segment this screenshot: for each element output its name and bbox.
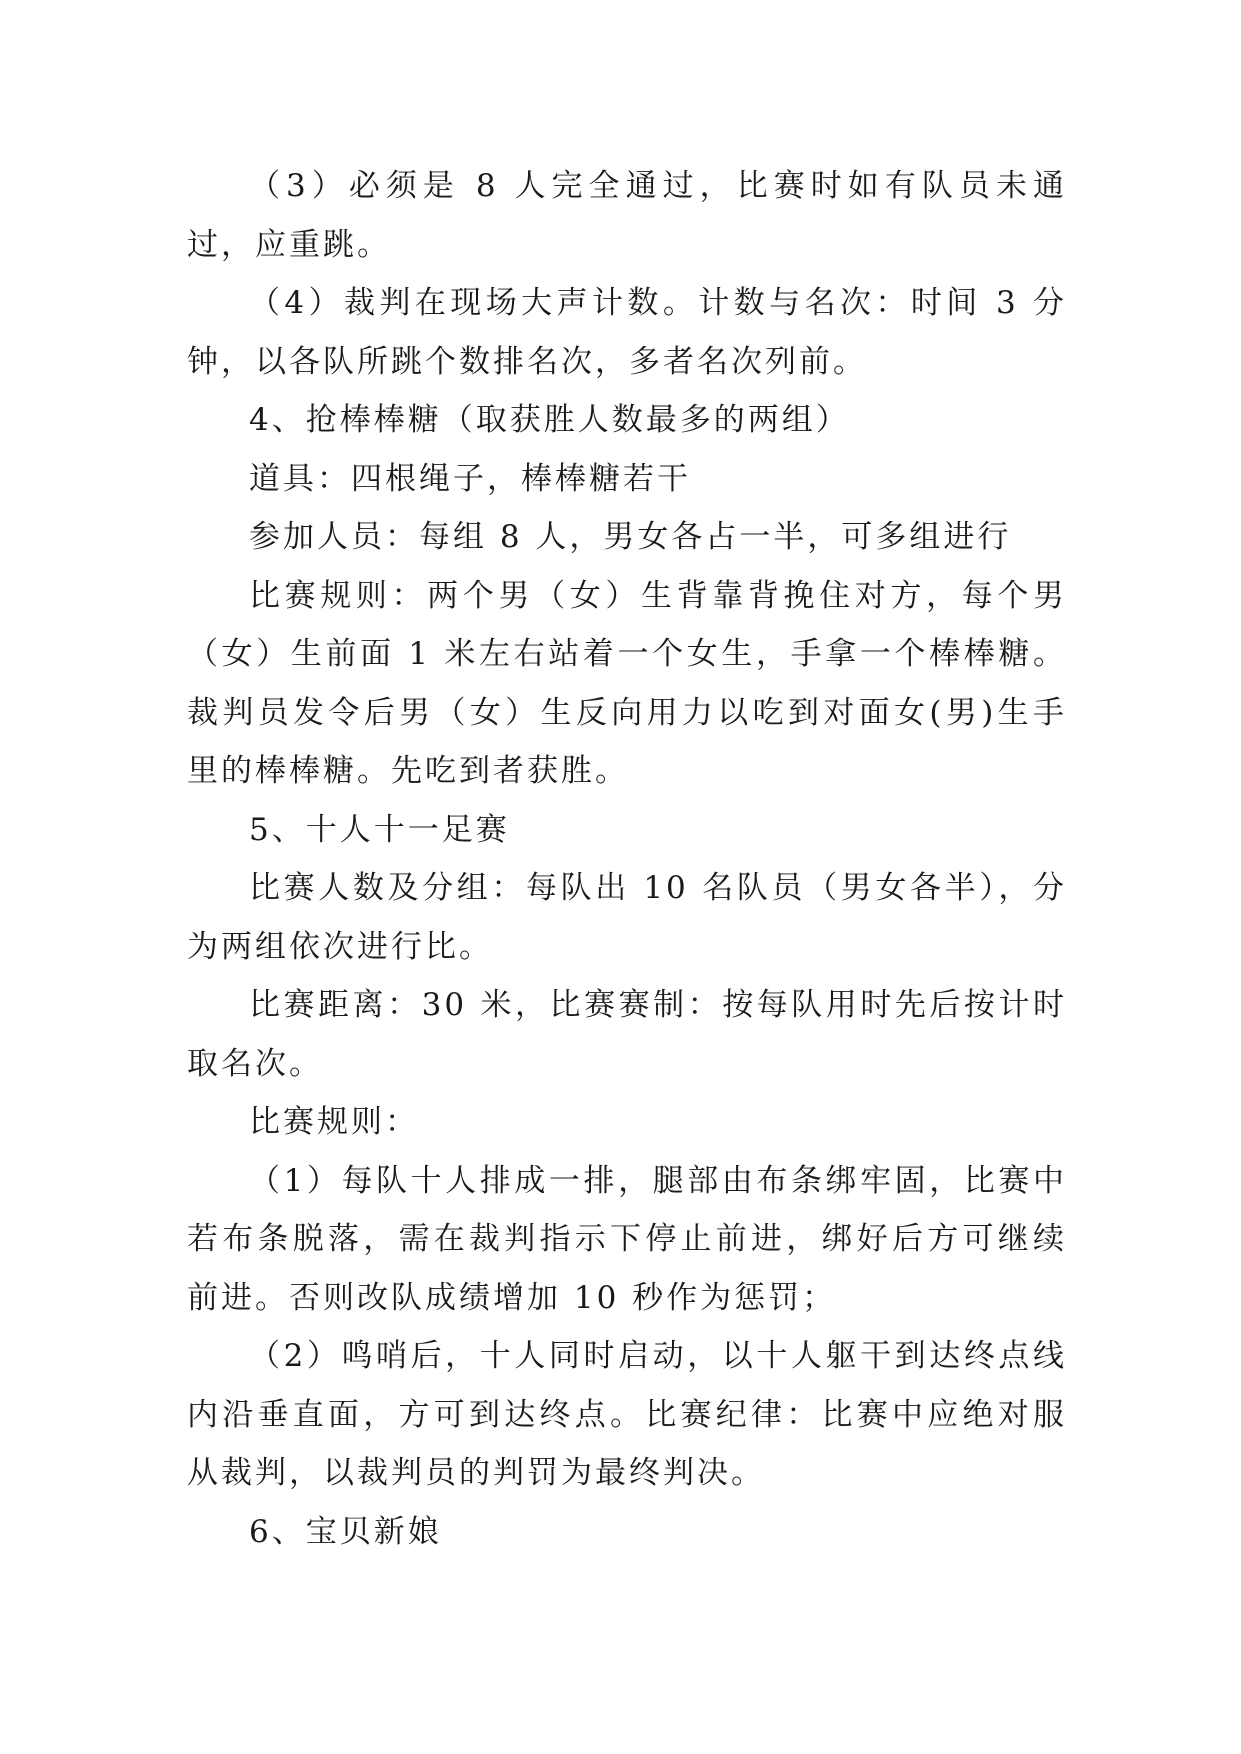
rule-paragraph-4: （4）裁判在现场大声计数。计数与名次：时间 3 分钟，以各队所跳个数排名次，多者名次列前。	[187, 285, 1067, 380]
lollipop-rules-paragraph: 比赛规则：两个男（女）生背靠背挽住对方，每个男（女）生前面 1 米左右站着一个女生，手拿一个棒棒糖。裁判员发令后男（女）生反向用力以吃到对面女(男)生手里的棒棒糖。先吃到者获胜。	[187, 577, 1067, 789]
race-rule-paragraph-1: （1）每队十人排成一排，腿部由布条绑牢固，比赛中若布条脱落，需在裁判指示下停止前进，绑好后方可继续前进。否则改队成绩增加 10 秒作为惩罚；	[187, 1162, 1067, 1316]
grouping-paragraph: 比赛人数及分组：每队出 10 名队员（男女各半），分为两组依次进行比。	[187, 870, 1067, 965]
race-rule-paragraph-2: （2）鸣哨后，十人同时启动，以十人躯干到达终点线内沿垂直面，方可到达终点。比赛纪律：比赛中应绝对服从裁判，以裁判员的判罚为最终判决。	[187, 1338, 1067, 1491]
participants-line: 参加人员：每组 8 人，男女各占一半，可多组进行	[249, 519, 1012, 555]
document-body	[187, 157, 1067, 1561]
rules-heading: 比赛规则：	[249, 1104, 419, 1140]
section-heading-lollipop: 4、抢棒棒糖（取获胜人数最多的两组）	[249, 402, 850, 438]
props-line: 道具：四根绳子，棒棒糖若干	[249, 460, 691, 497]
distance-paragraph: 比赛距离：30 米，比赛赛制：按每队用时先后按计时取名次。	[187, 987, 1067, 1082]
section-heading-baby-bride: 6、宝贝新娘	[249, 1513, 442, 1550]
section-heading-ten-legged-race: 5、十人十一足赛	[249, 811, 510, 848]
rule-paragraph-3: （3）必须是 8 人完全通过，比赛时如有队员未通过，应重跳。	[187, 168, 1067, 263]
